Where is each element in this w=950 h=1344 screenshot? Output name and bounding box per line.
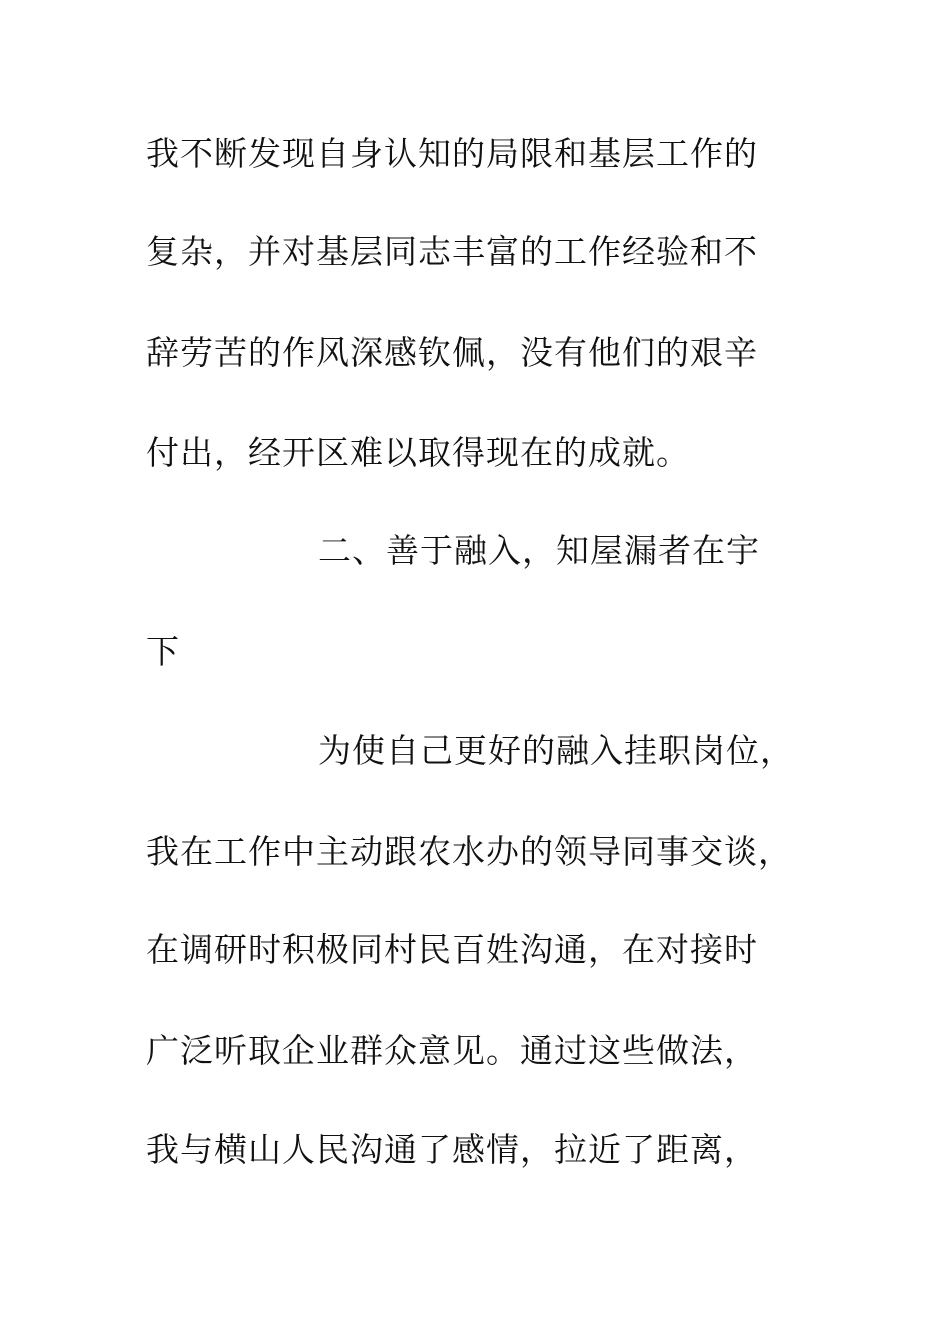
- section-heading-continuation: 下: [146, 632, 180, 671]
- text-line-8: 我在工作中主动跟农水办的领导同事交谈，: [146, 832, 792, 871]
- text-line-4: 付出，经开区难以取得现在的成就。: [146, 433, 690, 472]
- text-line-11: 我与横山人民沟通了感情，拉近了距离，: [146, 1130, 758, 1169]
- paragraph-first-line: 为使自己更好的融入挂职岗位，: [318, 731, 794, 770]
- text-line-3: 辞劳苦的作风深感钦佩，没有他们的艰辛: [146, 333, 758, 372]
- text-line-1: 我不断发现自身认知的局限和基层工作的: [146, 134, 758, 173]
- text-line-2: 复杂，并对基层同志丰富的工作经验和不: [146, 232, 758, 271]
- text-line-10: 广泛听取企业群众意见。通过这些做法，: [146, 1031, 758, 1070]
- section-heading: 二、善于融入，知屋漏者在宇: [318, 531, 760, 570]
- text-line-9: 在调研时积极同村民百姓沟通，在对接时: [146, 930, 758, 969]
